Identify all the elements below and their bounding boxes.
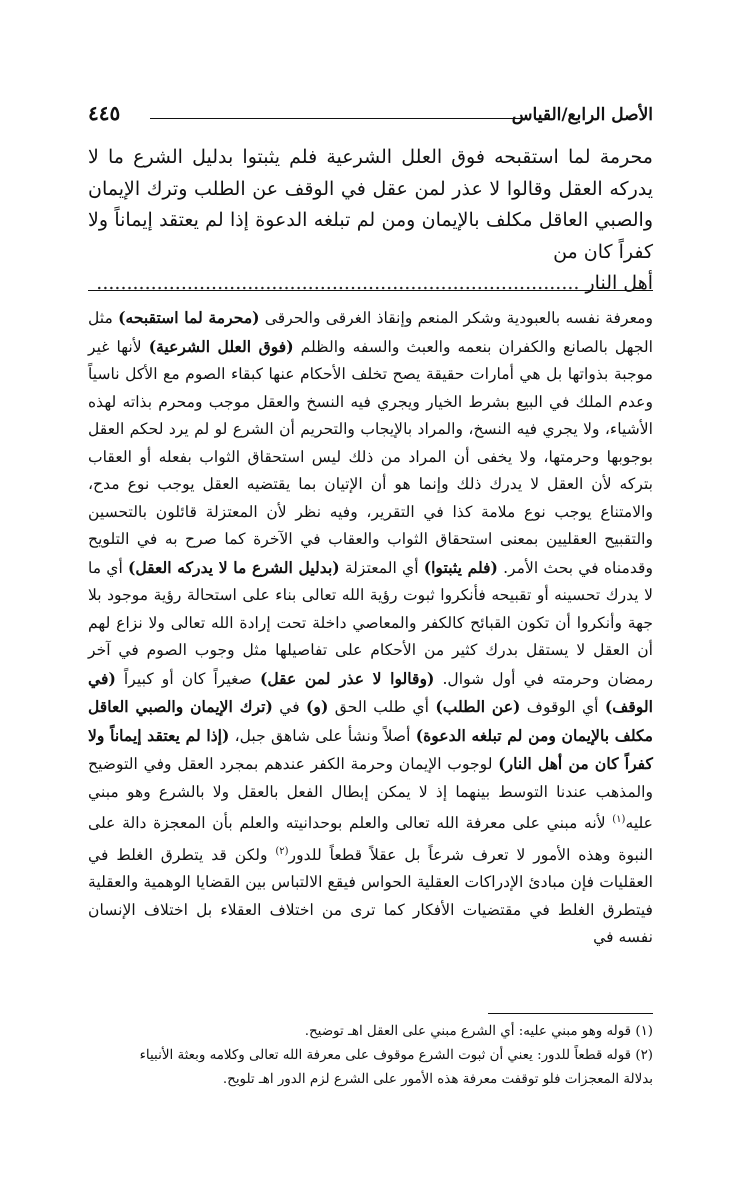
commentary-segment: ولكن قد يتطرق الغلط في العقليات فإن مبادئ الإدراكات العقلية الحواس فيقع الالتباس بين القضايا الوهمية والعقلية فيتطرق الغلط في مقتضيات الأفكار كما ترى من اختلاف العقلاء بل اختلاف الإنسان نفسه في — [88, 845, 653, 947]
running-header — [88, 101, 653, 134]
commentary-text — [88, 304, 653, 952]
quoted-main-text: (بدليل الشرع ما لا يدركه العقل) — [127, 557, 340, 577]
commentary-segment: أي المعتزلة — [339, 558, 424, 577]
footnote-2-continued: بدلالة المعجزات فلو توقفت معرفة هذه الأمور على الشرع لزم الدور اهـ تلويح. — [222, 1072, 653, 1087]
main-text-line: العقل وقالوا لا عذر لمن عقل في الوقف عن الطلب وترك الإيمان والصبي — [88, 177, 653, 231]
quoted-main-text: (فلم يثبتوا) — [423, 557, 498, 577]
main-text — [88, 142, 653, 300]
quoted-main-text: (إذا لم يعتقد إيماناً ولا كفراً كان من أهل النار) — [88, 725, 653, 773]
quoted-main-text: (في الوقف) — [88, 668, 653, 716]
commentary-segment: أي الوقوف — [520, 698, 605, 716]
chapter-title: الأصل الرابع/القياس — [506, 104, 653, 126]
commentary-segment: مثل الجهل بالصانع والكفران بنعمه والعبث والسفه والظلم — [88, 309, 653, 356]
commentary-segment: أي طلب الحق — [328, 698, 436, 716]
quoted-main-text: (عن الطلب) — [435, 697, 521, 716]
footnotes — [88, 1020, 653, 1092]
footnote-rule — [488, 1013, 653, 1014]
page-number: ٤٤٥ — [88, 101, 121, 125]
commentary-segment: ومعرفة نفسه بالعبودية وشكر المنعم وإنقاذ الغرقى والحرقى — [259, 309, 654, 327]
commentary-segment: لأنه مبني على معرفة الله تعالى والعلم بوحدانيته والعلم بأن المعجزة دالة على النبوة وهذه الأمور لا تعرف شرعاً بل عقلاً قطعاً للدور — [88, 814, 654, 864]
commentary-segment: أصلاً ونشأ على شاهق جبل، — [229, 726, 416, 745]
commentary-segment: صغيراً كان أو كبيراً — [115, 669, 260, 688]
footnote-1: (١) قوله وهو مبني عليه: أي الشرع مبني على العقل اهـ توضيح. — [304, 1024, 653, 1039]
footnote-2: (٢) قوله قطعاً للدور: يعني أن ثبوت الشرع موقوف على معرفة الله تعالى وكلامه وبعثة الأنبياء — [139, 1048, 653, 1063]
section-divider — [88, 290, 653, 291]
quoted-main-text: (فوق العلل الشرعية) — [148, 336, 294, 356]
quoted-main-text: (ترك الإيمان والصبي العاقل مكلف بالإيمان ومن لم تبلغه الدعوة) — [88, 697, 653, 745]
quoted-main-text: (وقالوا لا عذر لمن عقل) — [259, 668, 435, 688]
commentary-segment: في — [272, 698, 307, 716]
main-text-line: أهل النار — [585, 272, 653, 294]
main-text-line: العاقل مكلف بالإيمان ومن لم تبلغه الدعوة إذا لم يعتقد إيماناً ولا كفراً كان من — [88, 209, 653, 263]
header-rule — [150, 118, 521, 119]
footnote-marker: (٢) — [275, 845, 289, 857]
quoted-main-text: (محرمة لما استقبحه) — [118, 308, 260, 327]
commentary-segment: أي ما لا يدرك تحسينه أو تقبيحه فأنكروا ثبوت رؤية الله تعالى بناء على استحالة رؤية موجود بلا جهة وأنكروا أن تكون القبائح كالكفر والمعاصي داخلة تحت إرادة الله تعالى ولا نزاع لهم أن العقل لا يستقل بدرك كثير من الأحكام على تفاصيلها مثل وجوب الصوم في آخر رمضان وحرمته في أول شوال. — [88, 558, 653, 688]
commentary-segment: لأنها غير موجبة بذواتها بل هي أمارات حقيقة يصح تخلف الأحكام عنها كبقاء الصوم مع الأكل ناسياً وعدم الملك في البيع بشرط الخيار ويجري فيه النسخ والعقل موجب ومحرم بذاته لهذه الأشياء، ولا يجري فيه النسخ، والمراد بالإيجاب والتحريم أن الشرع لو لم يرد لحكم العقل بوجوبها وحرمتها، ولا يخفى أن المراد من ذلك ليس استحقاق الثواب بفعله أو العقاب بتركه لأن العقل لا يدرك ذلك وإنما هو أن الإتيان بما يقتضيه العقل يوجب نوع مدح، والامتناع يوجب نوع ملامة كذا في التقرير، وفيه نظر لأن المعتزلة قائلون بالتحسين والتقبيح العقليين بمعنى استحقاق الثواب والعقاب في الآخرة كما صرح به في التلويح وقدمناه في بحث الأمر. — [88, 337, 653, 577]
footnote-marker: (١) — [612, 814, 626, 825]
quoted-main-text: (و) — [306, 697, 329, 716]
main-text-line: محرمة لما استقبحه فوق العلل الشرعية فلم يثبتوا بدليل الشرع ما لا يدركه — [88, 146, 654, 200]
commentary-segment: لوجوب الإيمان وحرمة الكفر عندهم بمجرد العقل وفي التوضيح والمذهب عندنا التوسط بينهما إذ لا يمكن إبطال الفعل بالعقل ولا بالشرع وهو مبني عليه — [88, 755, 653, 833]
dotted-leader: ................................................................................ — [96, 272, 580, 294]
